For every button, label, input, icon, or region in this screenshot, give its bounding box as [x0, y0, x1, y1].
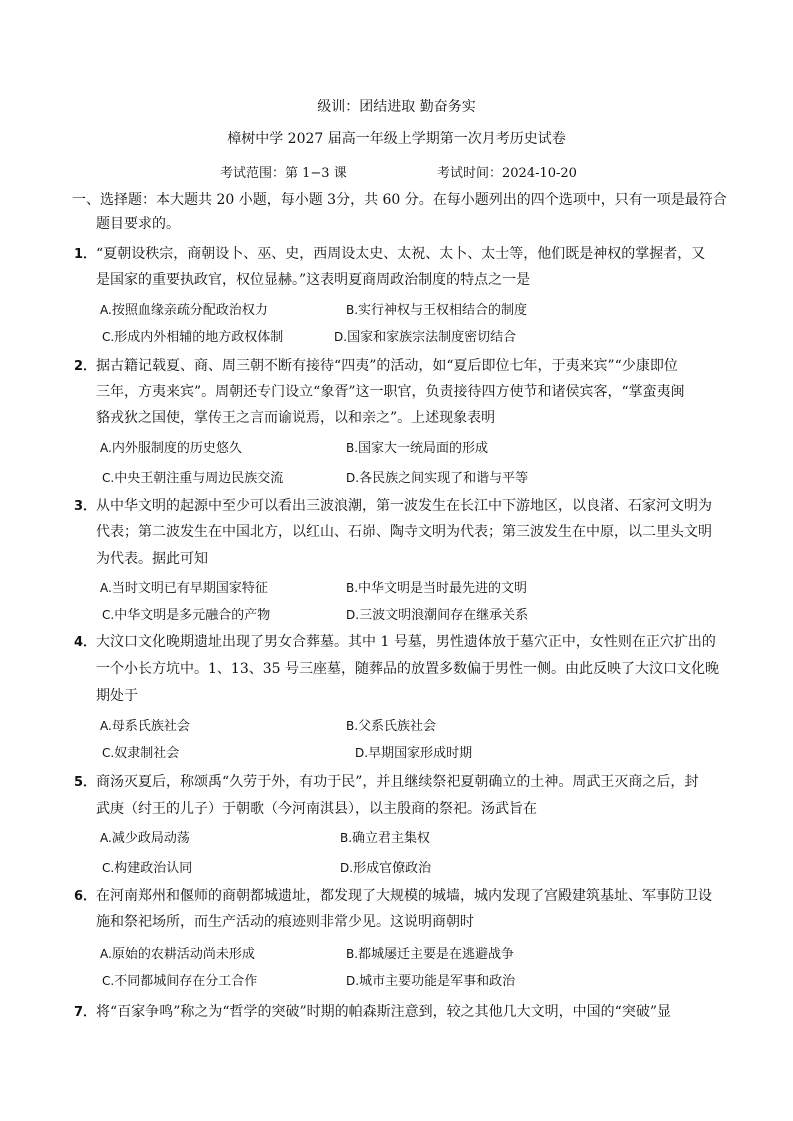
question-text-line: 代表；第二波发生在中国北方，以红山、石峁、陶寺文明为代表；第三波发生在中原，以二里头文明	[96, 524, 712, 540]
option-d[interactable]: D.城市主要功能是军事和政治	[346, 974, 516, 989]
question-text-line: 一个小长方坑中。1、13、35 号三座墓，随葬品的放置多数偏于男性一侧。由此反映了大汶口文化晚	[96, 661, 719, 677]
exam-scope: 考试范围：第 1−3 课	[220, 166, 347, 181]
question-number: 3．	[74, 499, 97, 514]
question-number: 6．	[74, 889, 97, 904]
question-text-line: 商汤灭夏后，称颂禹“久劳于外，有功于民”，并且继续祭祀夏朝确立的土神。周武王灭商之后，封	[96, 774, 699, 790]
option-d[interactable]: D.早期国家形成时期	[355, 746, 473, 761]
option-b[interactable]: B.确立君主集权	[340, 831, 431, 846]
option-a[interactable]: A.母系氏族社会	[100, 719, 190, 734]
option-c[interactable]: C.中央王朝注重与周边民族交流	[102, 471, 284, 486]
option-d[interactable]: D.形成官僚政治	[340, 861, 432, 876]
question-number: 7．	[74, 1005, 97, 1020]
option-b[interactable]: B.实行神权与王权相结合的制度	[346, 303, 528, 318]
option-b[interactable]: B.父系氏族社会	[346, 719, 437, 734]
option-c[interactable]: C.不同都城间存在分工合作	[102, 974, 258, 989]
question-text-line: 从中华文明的起源中至少可以看出三波浪潮，第一波发生在长江中下游地区，以良渚、石家河文明为	[96, 498, 713, 514]
option-a[interactable]: A.减少政局动荡	[100, 831, 190, 846]
question-text-line: 据古籍记载夏、商、周三朝不断有接待“四夷”的活动，如“夏后即位七年，于夷来宾”“少康即位	[96, 358, 678, 374]
option-a[interactable]: A.内外服制度的历史悠久	[100, 441, 242, 456]
option-c[interactable]: C.构建政治认同	[102, 861, 193, 876]
option-b[interactable]: B.都城屡迁主要是在逃避战争	[346, 947, 515, 962]
option-c[interactable]: C.形成内外相辅的地方政权体制	[102, 330, 284, 345]
question-text-line: 貉戎狄之国使，掌传王之言而谕说焉，以和亲之”。上述现象表明	[96, 410, 496, 426]
question-text-line: 是国家的重要执政官，权位显赫。”这表明夏商周政治制度的特点之一是	[96, 272, 531, 288]
section-heading-line1: 一、选择题：本大题共 20 小题，每小题 3分，共 60 分。在每小题列出的四个选项中，只有一项是最符合	[72, 192, 727, 208]
option-d[interactable]: D.各民族之间实现了和谐与平等	[346, 471, 529, 486]
class-motto: 级训：团结进取 勤奋务实	[317, 99, 476, 115]
question-text-line: 大汶口文化晚期遗址出现了男女合葬墓。其中 1 号墓，男性遗体放于墓穴正中，女性则在正穴扩出的	[96, 634, 716, 650]
option-d[interactable]: D.三波文明浪潮间存在继承关系	[346, 608, 529, 623]
question-text-line: 在河南郑州和偃师的商朝都城遗址，都发现了大规模的城墙，城内发现了宫殿建筑基址、军事防卫设	[96, 888, 713, 904]
question-text-line: 期处于	[96, 688, 138, 704]
question-text-line: 将“百家争鸣”称之为“哲学的突破”时期的帕森斯注意到，较之其他几大文明，中国的“突破”显	[96, 1004, 671, 1020]
exam-time: 考试时间：2024-10-20	[437, 166, 577, 181]
option-a[interactable]: A.当时文明已有早期国家特征	[100, 581, 268, 596]
question-text-line: 为代表。据此可知	[96, 551, 208, 567]
option-d[interactable]: D.国家和家族宗法制度密切结合	[334, 330, 517, 345]
question-number: 4．	[74, 635, 97, 650]
option-b[interactable]: B.国家大一统局面的形成	[346, 441, 489, 456]
question-number: 1．	[74, 247, 97, 262]
question-text-line: 三年，方夷来宾”。周朝还专门设立“象胥”这一职官，负责接待四方使节和诸侯宾客，“掌蛮夷闽	[96, 384, 685, 400]
option-a[interactable]: A.按照血缘亲疏分配政治权力	[100, 303, 268, 318]
option-b[interactable]: B.中华文明是当时最先进的文明	[346, 581, 528, 596]
section-heading-line2: 题目要求的。	[96, 216, 180, 232]
question-number: 2．	[74, 359, 97, 374]
question-number: 5．	[74, 775, 97, 790]
exam-title: 樟树中学 2027 届高一年级上学期第一次月考历史试卷	[227, 131, 566, 147]
question-text-line: 施和祭祀场所，而生产活动的痕迹则非常少见。这说明商朝时	[96, 914, 474, 930]
option-c[interactable]: C.奴隶制社会	[102, 746, 180, 761]
question-text-line: 武庚（纣王的儿子）于朝歌（今河南淇县），以主殷商的祭祀。汤武旨在	[96, 801, 537, 817]
option-c[interactable]: C.中华文明是多元融合的产物	[102, 608, 271, 623]
option-a[interactable]: A.原始的农耕活动尚未形成	[100, 947, 255, 962]
question-text-line: “夏朝设秩宗，商朝设卜、巫、史，西周设太史、太祝、太卜、太士等，他们既是神权的掌握者，又	[96, 246, 706, 262]
